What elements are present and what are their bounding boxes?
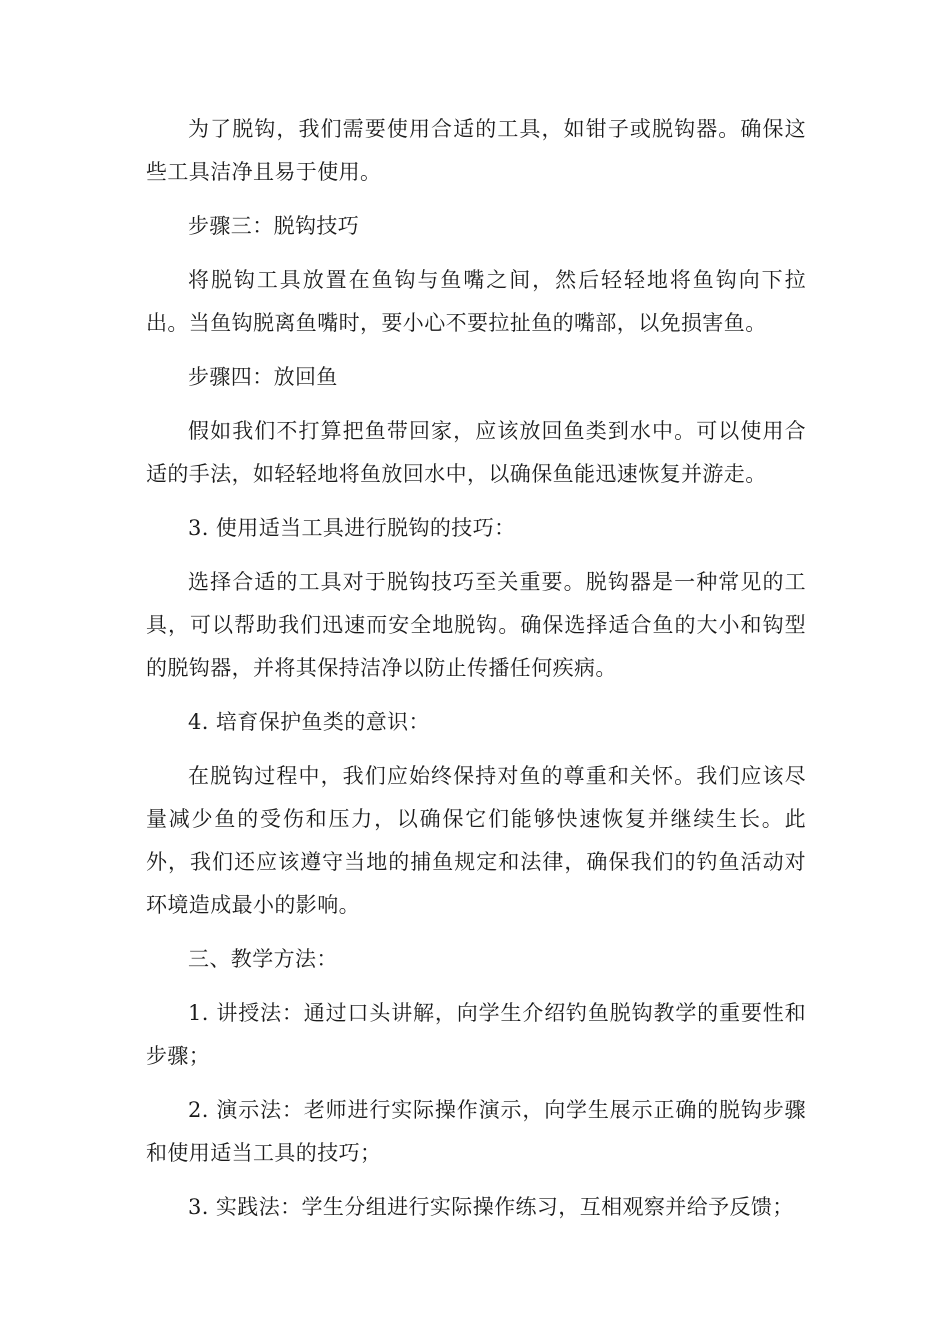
heading-section-3: 3. 使用适当工具进行脱钩的技巧：: [188, 516, 516, 540]
heading-step-three: 步骤三：脱钩技巧: [188, 214, 360, 238]
heading-teaching-methods: 三、教学方法：: [188, 947, 338, 971]
list-item-practice-method: 3. 实践法：学生分组进行实际操作练习，互相观察并给予反馈；: [188, 1195, 794, 1219]
paragraph-tool-selection: 选择合适的工具对于脱钩技巧至关重要。脱钩器是一种常见的工具，可以帮助我们迅速而安全地脱钩。确保选择适合鱼的大小和钩型的脱钩器，并将其保持洁净以防止传播任何疾病。: [146, 570, 806, 680]
heading-section-4: 4. 培育保护鱼类的意识：: [188, 710, 430, 734]
list-item-demonstration-method: 2. 演示法：老师进行实际操作演示，向学生展示正确的脱钩步骤和使用适当工具的技巧；: [146, 1098, 806, 1165]
paragraph-release-fish: 假如我们不打算把鱼带回家，应该放回鱼类到水中。可以使用合适的手法，如轻轻地将鱼放回水中，以确保鱼能迅速恢复并游走。: [146, 419, 806, 486]
document-body: [146, 108, 806, 1240]
list-item-lecture-method: 1. 讲授法：通过口头讲解，向学生介绍钓鱼脱钩教学的重要性和步骤；: [146, 1001, 806, 1068]
paragraph-tool-preparation: 为了脱钩，我们需要使用合适的工具，如钳子或脱钩器。确保这些工具洁净且易于使用。: [146, 117, 806, 184]
paragraph-fish-protection: 在脱钩过程中，我们应始终保持对鱼的尊重和关怀。我们应该尽量减少鱼的受伤和压力，以确保它们能够快速恢复并继续生长。此外，我们还应该遵守当地的捕鱼规定和法律，确保我们的钓鱼活动对环境造成最小的影响。: [146, 764, 806, 917]
heading-step-four: 步骤四：放回鱼: [188, 365, 338, 389]
paragraph-unhook-technique: 将脱钩工具放置在鱼钩与鱼嘴之间，然后轻轻地将鱼钩向下拉出。当鱼钩脱离鱼嘴时，要小心不要拉扯鱼的嘴部，以免损害鱼。: [146, 268, 806, 335]
